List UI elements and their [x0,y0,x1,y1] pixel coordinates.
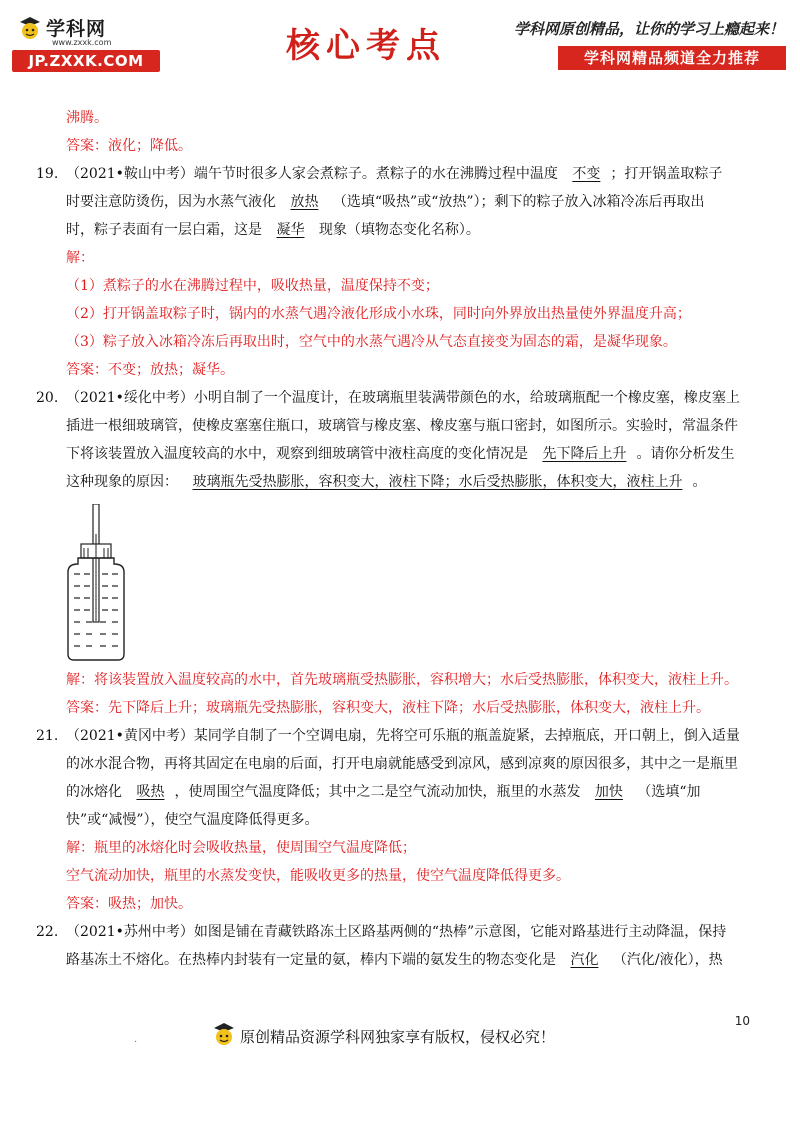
question-number: 21. [36,728,59,744]
question-19 [36,160,752,384]
question-line: 快”或“减慢”），使空气温度降低得更多。 [66,812,319,828]
question-text: 时，粽子表面有一层白霜，这是 [66,222,267,238]
answer-blank: 放热 [290,194,319,210]
question-text: 现象（填物态变化名称）。 [314,222,480,238]
question-21 [36,722,752,918]
question-line: 插进一根细玻璃管，使橡皮塞塞住瓶口，玻璃管与橡皮塞、橡皮塞与瓶口密封，如图所示。实验时，常温条件 [66,418,738,434]
copyright-notice: 原创精品资源学科网独家享有版权，侵权必究！ [240,1028,556,1046]
question-text: （选填“加 [632,784,701,800]
question-text: 的冰熔化 [66,784,127,800]
footer-dot: . [134,1034,138,1045]
page-footer [0,1010,800,1050]
question-number: 22. [36,924,59,940]
question-line [66,440,752,468]
question-text: 下将该装置放入温度较高的水中，观察到细玻璃管中液柱高度的变化情况是 [66,446,533,462]
mascot-icon [18,16,42,42]
mascot-icon [212,1022,236,1048]
question-text: 。请你分析发生 [636,446,735,462]
question-line [66,778,752,806]
logo-text: 学科网 [46,18,107,40]
page-number: 10 [734,1014,750,1028]
answer-line: 答案：先下降后上升；玻璃瓶先受热膨胀，容积变大，液柱下降；水后受热膨胀，体积变大，液柱上升。 [66,700,710,716]
header-recommend-bar: 学科网精品频道全力推荐 [558,46,786,70]
question-line [36,160,752,188]
document-body [36,104,752,974]
question-20 [36,384,752,722]
answer-line: 答案：液化；降低。 [66,138,192,154]
solution-line: （3）粽子放入冰箱冷冻后再取出时，空气中的水蒸气遇冷从气态直接变为固态的霜，是凝华现象。 [66,334,677,350]
question-text: （选填“吸热”或“放热”）；剩下的粽子放入冰箱冷冻后再取出 [328,194,705,210]
answer-blank: 凝华 [276,222,305,238]
question-text: （2021•苏州中考）如图是铺在青藏铁路冻土区路基两侧的“热棒”示意图，它能对路基进行主动降温，保持 [66,924,727,940]
question-text: （汽化/液化），热 [608,952,723,968]
question-text: ；打开锅盖取粽子 [610,166,723,182]
question-text: （2021•黄冈中考）某同学自制了一个空调电扇，先将空可乐瓶的瓶盖旋紧，去掉瓶底，开口朝上，倒入适量 [66,728,740,744]
answer-blank: 先下降后上升 [542,446,627,462]
question-text: 路基冻土不熔化。在热棒内封装有一定量的氨，棒内下端的氨发生的物态变化是 [66,952,561,968]
question-line [66,946,752,974]
header-title: 核心考点 [286,26,446,66]
solution-line: 解：将该装置放入温度较高的水中，首先玻璃瓶受热膨胀，容积增大；水后受热膨胀，体积变大，液柱上升。 [66,672,738,688]
answer-blank: 吸热 [136,784,165,800]
question-text: 时要注意防烫伤，因为水蒸气液化 [66,194,281,210]
answer-line: 答案：不变；放热；凝华。 [66,362,234,378]
question-line [66,468,752,496]
question-line: 的冰水混合物，再将其固定在电扇的后面，打开电扇就能感受到凉风，感到凉爽的原因很多，其中之一是瓶里 [66,756,738,772]
solution-line: 解：瓶里的冰熔化时会吸收热量，使周围空气温度降低； [66,840,416,856]
logo-top [12,12,160,46]
answer-blank: 汽化 [570,952,599,968]
question-text: 。 [692,474,707,490]
question-22 [36,918,752,974]
question-text: （2021•绥化中考）小明自制了一个温度计，在玻璃瓶里装满带颜色的水，给玻璃瓶配一个橡皮塞，橡皮塞上 [66,390,740,406]
question-line [66,216,752,244]
zxxk-logo[interactable] [12,12,160,72]
question-line [36,918,752,946]
solution-line: 空气流动加快，瓶里的水蒸发变快，能吸收更多的热量，使空气温度降低得更多。 [66,868,570,884]
question-line [36,384,752,412]
text-line: 沸腾。 [66,110,108,126]
question-text: （2021•鞍山中考）端午节时很多人家会煮粽子。煮粽子的水在沸腾过程中温度 [66,166,563,182]
answer-blank: 加快 [594,784,623,800]
solution-line: （2）打开锅盖取粽子时，锅内的水蒸气遇冷液化形成小水珠，同时向外界放出热量使外界温度升高； [66,306,691,322]
header-slogan: 学科网原创精品，让你的学习上瘾起来！ [514,20,785,38]
solution-label: 解： [66,250,94,266]
question-number: 19. [36,166,59,182]
logo-url-small: www.zxxk.com [52,38,112,47]
question-line [36,722,752,750]
question-text: 这种现象的原因： [66,474,183,490]
question-number: 20. [36,390,59,406]
page-header [0,0,800,80]
bottle-diagram [66,504,156,664]
answer-blank: 不变 [572,166,601,182]
logo-url-bar: JP.ZXXK.COM [12,50,160,72]
solution-line: （1）煮粽子的水在沸腾过程中，吸收热量，温度保持不变； [66,278,439,294]
answer-line: 答案：吸热；加快。 [66,896,192,912]
answer-blank: 玻璃瓶先受热膨胀，容积变大，液柱下降；水后受热膨胀，体积变大，液柱上升 [192,474,683,490]
question-line [66,188,752,216]
question-text: ，使周围空气温度降低；其中之二是空气流动加快，瓶里的水蒸发 [174,784,585,800]
thermometer-bottle-figure [66,496,752,666]
